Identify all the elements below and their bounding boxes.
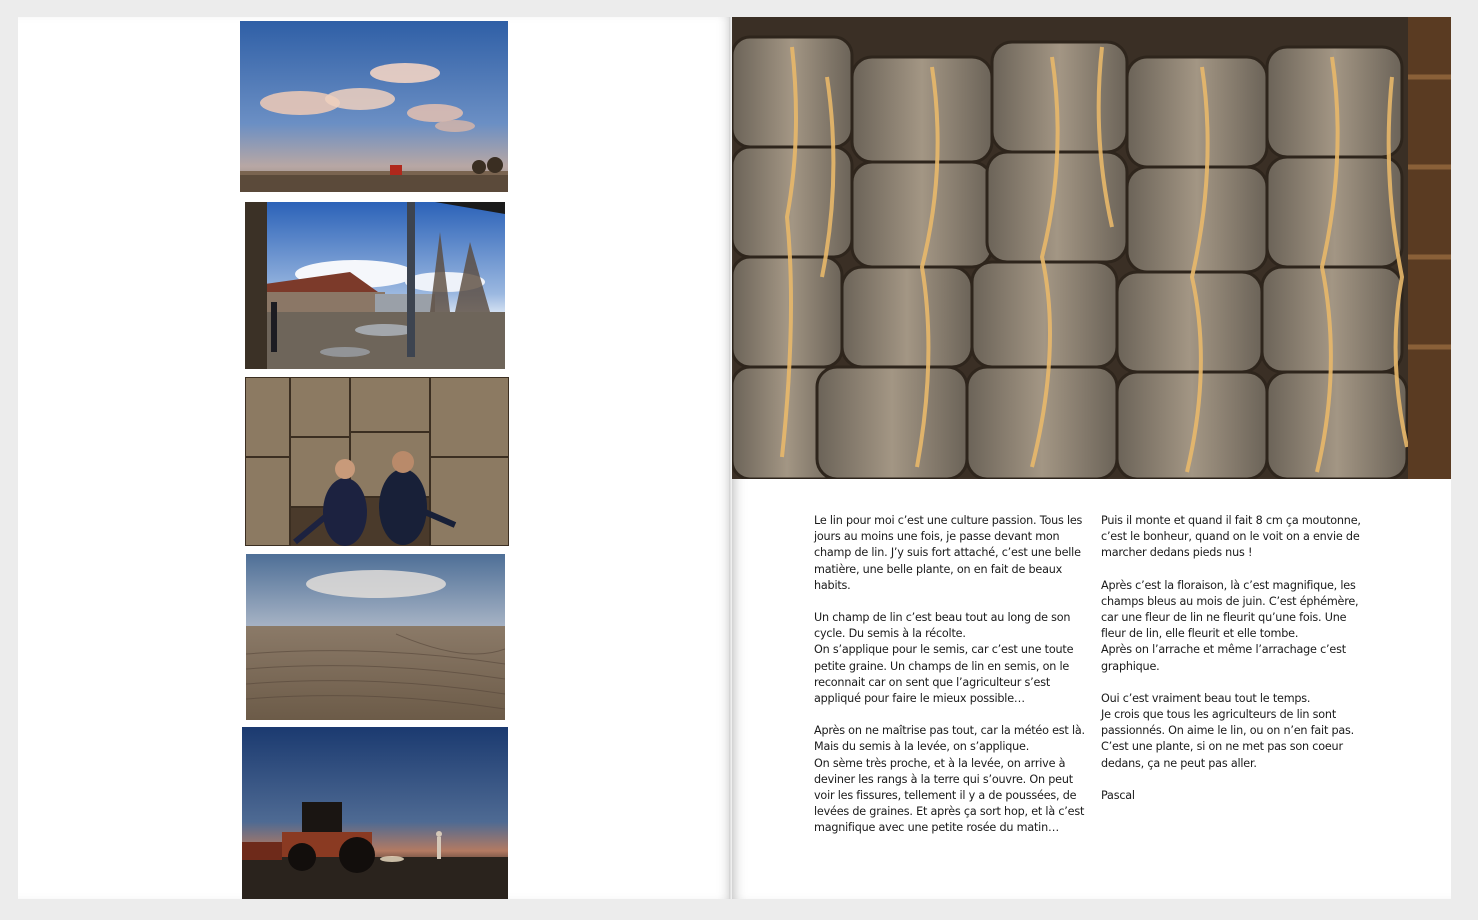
- plowed-field-dusk-photo: [246, 554, 505, 720]
- paragraph: Après on ne maîtrise pas tout, car la météo est là. Mais du semis à la levée, on s’applique. On sème très proche, et à la levée, on arrive à deviner les rangs à la terre qui s’ouvre. On peut voir les fissures, tellement il y a de poussées, de levées de graines. Et après ça sort hop, et là c’est magnifique avec une petite rosée du matin…: [814, 724, 1085, 835]
- paragraph: Le lin pour moi c’est une culture passion. Tous les jours au moins une fois, je passe devant mon champ de lin. J’y suis fort attaché, c’est une belle matière, une belle plante, on en fait de beaux habits.: [814, 514, 1083, 592]
- tractor-night-photo: [242, 727, 508, 899]
- paragraph: Oui c’est vraiment beau tout le temps. Je crois que tous les agriculteurs de lin sont passionnés. On aime le lin, ou on n’en fait pas. C’est une plante, si on ne met pas son coeur dedans, ça ne peut pas aller.: [1101, 691, 1355, 770]
- signature-name: Pascal: [1101, 788, 1135, 802]
- two-men-hay-bales-photo: [245, 377, 509, 546]
- text-column-1: [814, 513, 1086, 853]
- text-column-2: [1101, 513, 1373, 820]
- right-page[interactable]: [732, 17, 1451, 899]
- flax-bales-stack-photo: [732, 17, 1451, 479]
- paragraph: Un champ de lin c’est beau tout au long de son cycle. Du semis à la récolte. On s’applique pour le semis, car c’est une toute petite graine. Un champs de lin en semis, on le reconnait car on sent que l’agriculteur s’est appliqué pour faire le mieux possible…: [814, 611, 1074, 706]
- paragraph: Puis il monte et quand il fait 8 cm ça moutonne, c’est le bonheur, quand on le voit on a envie de marcher dedans pieds nus !: [1101, 514, 1361, 560]
- sky-tractor-field-photo: [240, 21, 508, 192]
- left-page[interactable]: [18, 17, 732, 899]
- book-spread: [18, 17, 1451, 899]
- paragraph: Après c’est la floraison, là c’est magnifique, les champs bleus au mois de juin. C’est éphémère, car une fleur de lin ne fleurit qu’une fois. Une fleur de lin, elle fleurit et elle tombe. Après on l’arrache et même l’arrachage c’est graphique.: [1101, 578, 1359, 673]
- farmyard-barn-photo: [245, 202, 505, 369]
